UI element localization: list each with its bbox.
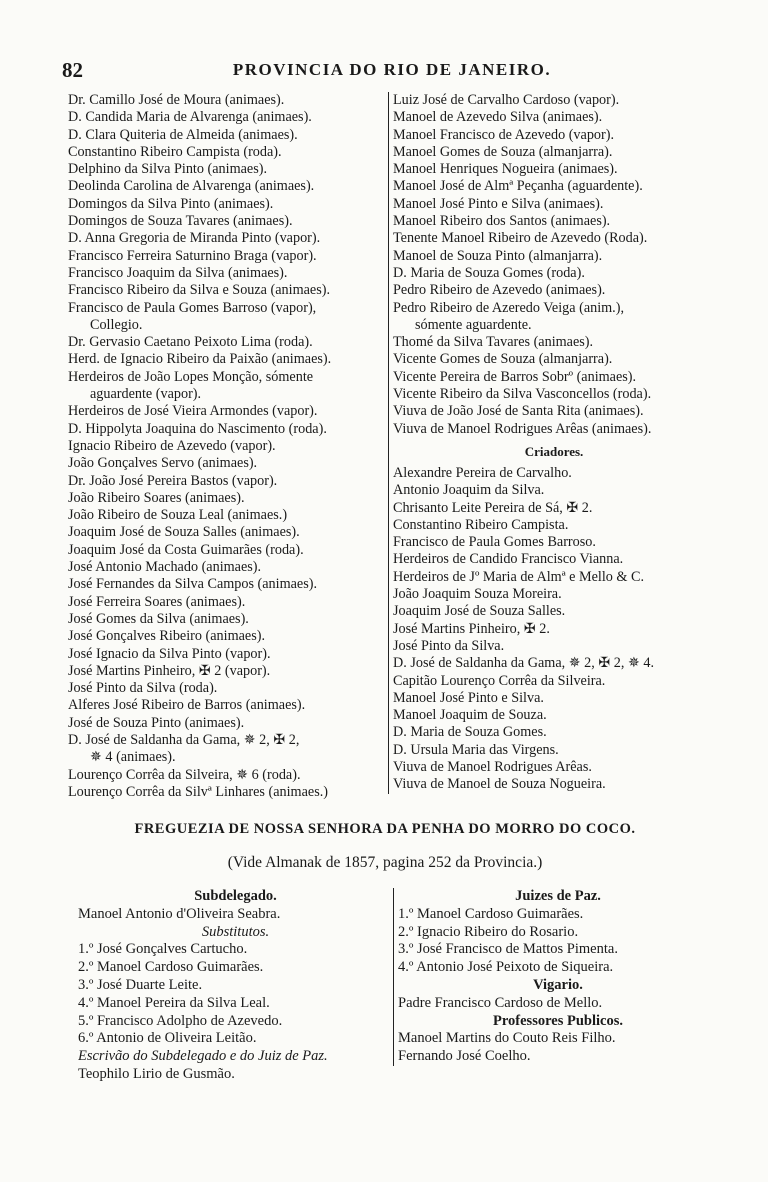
entry-line: Manoel José de Almª Peçanha (aguardente). (393, 178, 643, 195)
entry-line: Collegio. (90, 316, 143, 333)
subdelegado-name: Manoel Antonio d'Oliveira Seabra. (78, 905, 281, 922)
entry-line: D. Anna Gregoria de Miranda Pinto (vapor). (68, 230, 321, 247)
juiz-line: 3.º José Francisco de Mattos Pimenta. (398, 941, 618, 958)
criador-line: Viuva de Manoel de Souza Nogueira. (393, 776, 606, 793)
entry-line: Francisco Ribeiro da Silva e Souza (animaes). (68, 282, 330, 299)
entry-line: Joaquim José de Souza Salles (animaes). (68, 524, 300, 541)
criadores-heading: Criadores. (524, 443, 584, 459)
professores-list (398, 1030, 718, 1066)
entry-line: Vicente Pereira de Barros Sobrº (animaes). (393, 368, 637, 385)
entry-line: aguardente (vapor). (90, 386, 202, 403)
criador-line: Joaquim José de Souza Salles. (393, 603, 566, 620)
entry-line: Manoel Francisco de Azevedo (vapor). (393, 126, 615, 143)
entry-line: D. Clara Quiteria de Almeida (animaes). (68, 126, 298, 143)
entry-line: D. Maria de Souza Gomes (roda). (393, 264, 585, 281)
entry-line: José Pinto da Silva (roda). (68, 680, 218, 697)
entry-line: Manoel de Azevedo Silva (animaes). (393, 109, 603, 126)
entry-line: D. Candida Maria de Alvarenga (animaes). (68, 109, 312, 126)
criador-line: José Pinto da Silva. (393, 637, 505, 654)
criador-line: Constantino Ribeiro Campista. (393, 516, 569, 533)
criador-line: Chrisanto Leite Pereira de Sá, ✠ 2. (393, 499, 593, 516)
substitutos-heading: Substitutos. (201, 923, 270, 940)
criador-line: Alexandre Pereira de Carvalho. (393, 464, 572, 481)
juiz-line: 4.º Antonio José Peixoto de Siqueira. (398, 959, 614, 976)
vide-note: (Vide Almanak de 1857, pagina 252 da Provincia.) (227, 854, 543, 871)
criador-line: Antonio Joaquim da Silva. (393, 482, 545, 499)
entry-line: José Antonio Machado (animaes). (68, 559, 262, 576)
substituto-line: 1.º José Gonçalves Cartucho. (78, 941, 248, 958)
entry-line: Francisco Ferreira Saturnino Braga (vapor). (68, 247, 317, 264)
criador-line: Francisco de Paula Gomes Barroso. (393, 534, 596, 551)
subdelegado-heading: Subdelegado. (194, 888, 277, 904)
substituto-line: 6.º Antonio de Oliveira Leitão. (78, 1030, 257, 1047)
entry-line: Pedro Ribeiro de Azevedo (animaes). (393, 282, 606, 299)
entry-line: ✵ 4 (animaes). (90, 749, 176, 766)
entry-line: Dr. Gervasio Caetano Peixoto Lima (roda). (68, 334, 313, 351)
entry-line: Francisco Joaquim da Silva (animaes). (68, 264, 288, 281)
criador-line: Manoel Joaquim de Souza. (393, 707, 547, 724)
entry-line: Constantino Ribeiro Campista (roda). (68, 143, 282, 160)
entry-line: José Martins Pinheiro, ✠ 2 (vapor). (68, 662, 271, 679)
entry-line: Manoel Henriques Nogueira (animaes). (393, 161, 618, 178)
page-number: 82 (62, 58, 83, 82)
entry-line: Manoel José Pinto e Silva (animaes). (393, 195, 604, 212)
entry-line: Lourenço Corrêa da Silvª Linhares (animaes.) (68, 783, 328, 800)
entry-line: José Gomes da Silva (animaes). (68, 610, 249, 627)
entry-line: Tenente Manoel Ribeiro de Azevedo (Roda). (393, 230, 648, 247)
entry-line: Joaquim José da Costa Guimarães (roda). (68, 541, 304, 558)
entry-line: Delphino da Silva Pinto (animaes). (68, 161, 267, 178)
criador-line: D. Ursula Maria das Virgens. (393, 741, 559, 758)
substituto-line: 2.º Manoel Cardoso Guimarães. (78, 959, 264, 976)
criador-line: José Martins Pinheiro, ✠ 2. (393, 620, 550, 637)
entry-line: Domingos da Silva Pinto (animaes). (68, 195, 274, 212)
professor-line: Fernando José Coelho. (398, 1048, 531, 1065)
entry-line: José Ignacio da Silva Pinto (vapor). (68, 645, 271, 662)
criador-line: Herdeiros de Jº Maria de Almª e Mello & C. (393, 568, 645, 585)
entry-line: Herd. de Ignacio Ribeiro da Paixão (animaes). (68, 351, 332, 368)
bottom-right-column (393, 888, 718, 1066)
entry-line: Viuva de Manoel Rodrigues Arêas (animaes). (393, 420, 652, 437)
entry-line: sómente aguardente. (415, 316, 532, 333)
criador-line: Manoel José Pinto e Silva. (393, 689, 544, 706)
vigario-name: Padre Francisco Cardoso de Mello. (398, 994, 603, 1011)
entry-line: Luiz José de Carvalho Cardoso (vapor). (393, 92, 620, 108)
entry-line: Herdeiros de João Lopes Monção, sómente (68, 368, 314, 385)
entry-line: João Ribeiro de Souza Leal (animaes.) (68, 507, 288, 524)
entry-line: Vicente Ribeiro da Silva Vasconcellos (roda). (393, 386, 652, 403)
parish-title: FREGUEZIA DE NOSSA SENHORA DA PENHA DO MORRO DO COCO. (134, 821, 636, 837)
entry-line: Vicente Gomes de Souza (almanjarra). (393, 351, 613, 368)
entry-line: Domingos de Souza Tavares (animaes). (68, 213, 293, 230)
juiz-line: 2.º Ignacio Ribeiro do Rosario. (398, 923, 579, 940)
entry-line: José Fernandes da Silva Campos (animaes). (68, 576, 318, 593)
entry-line: Ignacio Ribeiro de Azevedo (vapor). (68, 437, 276, 454)
page-header (62, 58, 722, 82)
top-left-column (68, 92, 386, 801)
entry-line: Alferes José Ribeiro de Barros (animaes). (68, 697, 306, 714)
criador-line: João Joaquim Souza Moreira. (393, 586, 562, 603)
criador-line: Viuva de Manoel Rodrigues Arêas. (393, 758, 592, 775)
criador-line: D. José de Saldanha da Gama, ✵ 2, ✠ 2, ✵ 4. (393, 655, 655, 672)
entry-line: João Ribeiro Soares (animaes). (68, 489, 245, 506)
juizes-heading: Juizes de Paz. (515, 888, 601, 904)
entry-line: Manoel de Souza Pinto (almanjarra). (393, 247, 603, 264)
entry-line: Dr. Camillo José de Moura (animaes). (68, 92, 285, 108)
professores-heading: Professores Publicos. (493, 1012, 623, 1029)
bottom-left-column (78, 888, 393, 1084)
entry-line: Dr. João José Pereira Bastos (vapor). (68, 472, 278, 489)
entry-line: Lourenço Corrêa da Silveira, ✵ 6 (roda). (68, 766, 301, 783)
entry-line: Viuva de João José de Santa Rita (animaes). (393, 403, 644, 420)
entry-line: José Ferreira Soares (animaes). (68, 593, 246, 610)
entry-line: José Gonçalves Ribeiro (animaes). (68, 628, 265, 645)
entry-line: D. José de Saldanha da Gama, ✵ 2, ✠ 2, (68, 731, 300, 748)
criador-line: D. Maria de Souza Gomes. (393, 724, 547, 741)
substituto-line: 5.º Francisco Adolpho de Azevedo. (78, 1012, 283, 1029)
criador-line: Herdeiros de Candido Francisco Vianna. (393, 551, 624, 568)
entry-line: Manoel Gomes de Souza (almanjarra). (393, 143, 613, 160)
entry-line: Francisco de Paula Gomes Barroso (vapor), (68, 299, 317, 316)
professor-line: Manoel Martins do Couto Reis Filho. (398, 1030, 616, 1047)
entry-line: Pedro Ribeiro de Azeredo Veiga (anim.), (393, 299, 625, 316)
entry-line: João Gonçalves Servo (animaes). (68, 455, 258, 472)
escrivao-heading: Escrivão do Subdelegado e do Juiz de Paz. (78, 1048, 328, 1065)
entry-line: José de Souza Pinto (animaes). (68, 714, 245, 731)
entry-line: Manoel Ribeiro dos Santos (animaes). (393, 213, 611, 230)
running-title: PROVINCIA DO RIO DE JANEIRO. (232, 60, 552, 79)
entry-line: D. Hippolyta Joaquina do Nascimento (roda). (68, 420, 327, 437)
vigario-heading: Vigario. (533, 976, 583, 993)
escrivao-name: Teophilo Lirio de Gusmão. (78, 1065, 235, 1082)
top-right-column (388, 92, 715, 794)
substitutos-list (78, 941, 393, 1048)
entry-line: Thomé da Silva Tavares (animaes). (393, 334, 594, 351)
substituto-line: 4.º Manoel Pereira da Silva Leal. (78, 994, 270, 1011)
juiz-line: 1.º Manoel Cardoso Guimarães. (398, 905, 584, 922)
juizes-list (398, 906, 718, 977)
entry-line: Herdeiros de José Vieira Armondes (vapor). (68, 403, 318, 420)
entry-line: Deolinda Carolina de Alvarenga (animaes). (68, 178, 315, 195)
substituto-line: 3.º José Duarte Leite. (78, 976, 203, 993)
criador-line: Capitão Lourenço Corrêa da Silveira. (393, 672, 606, 689)
